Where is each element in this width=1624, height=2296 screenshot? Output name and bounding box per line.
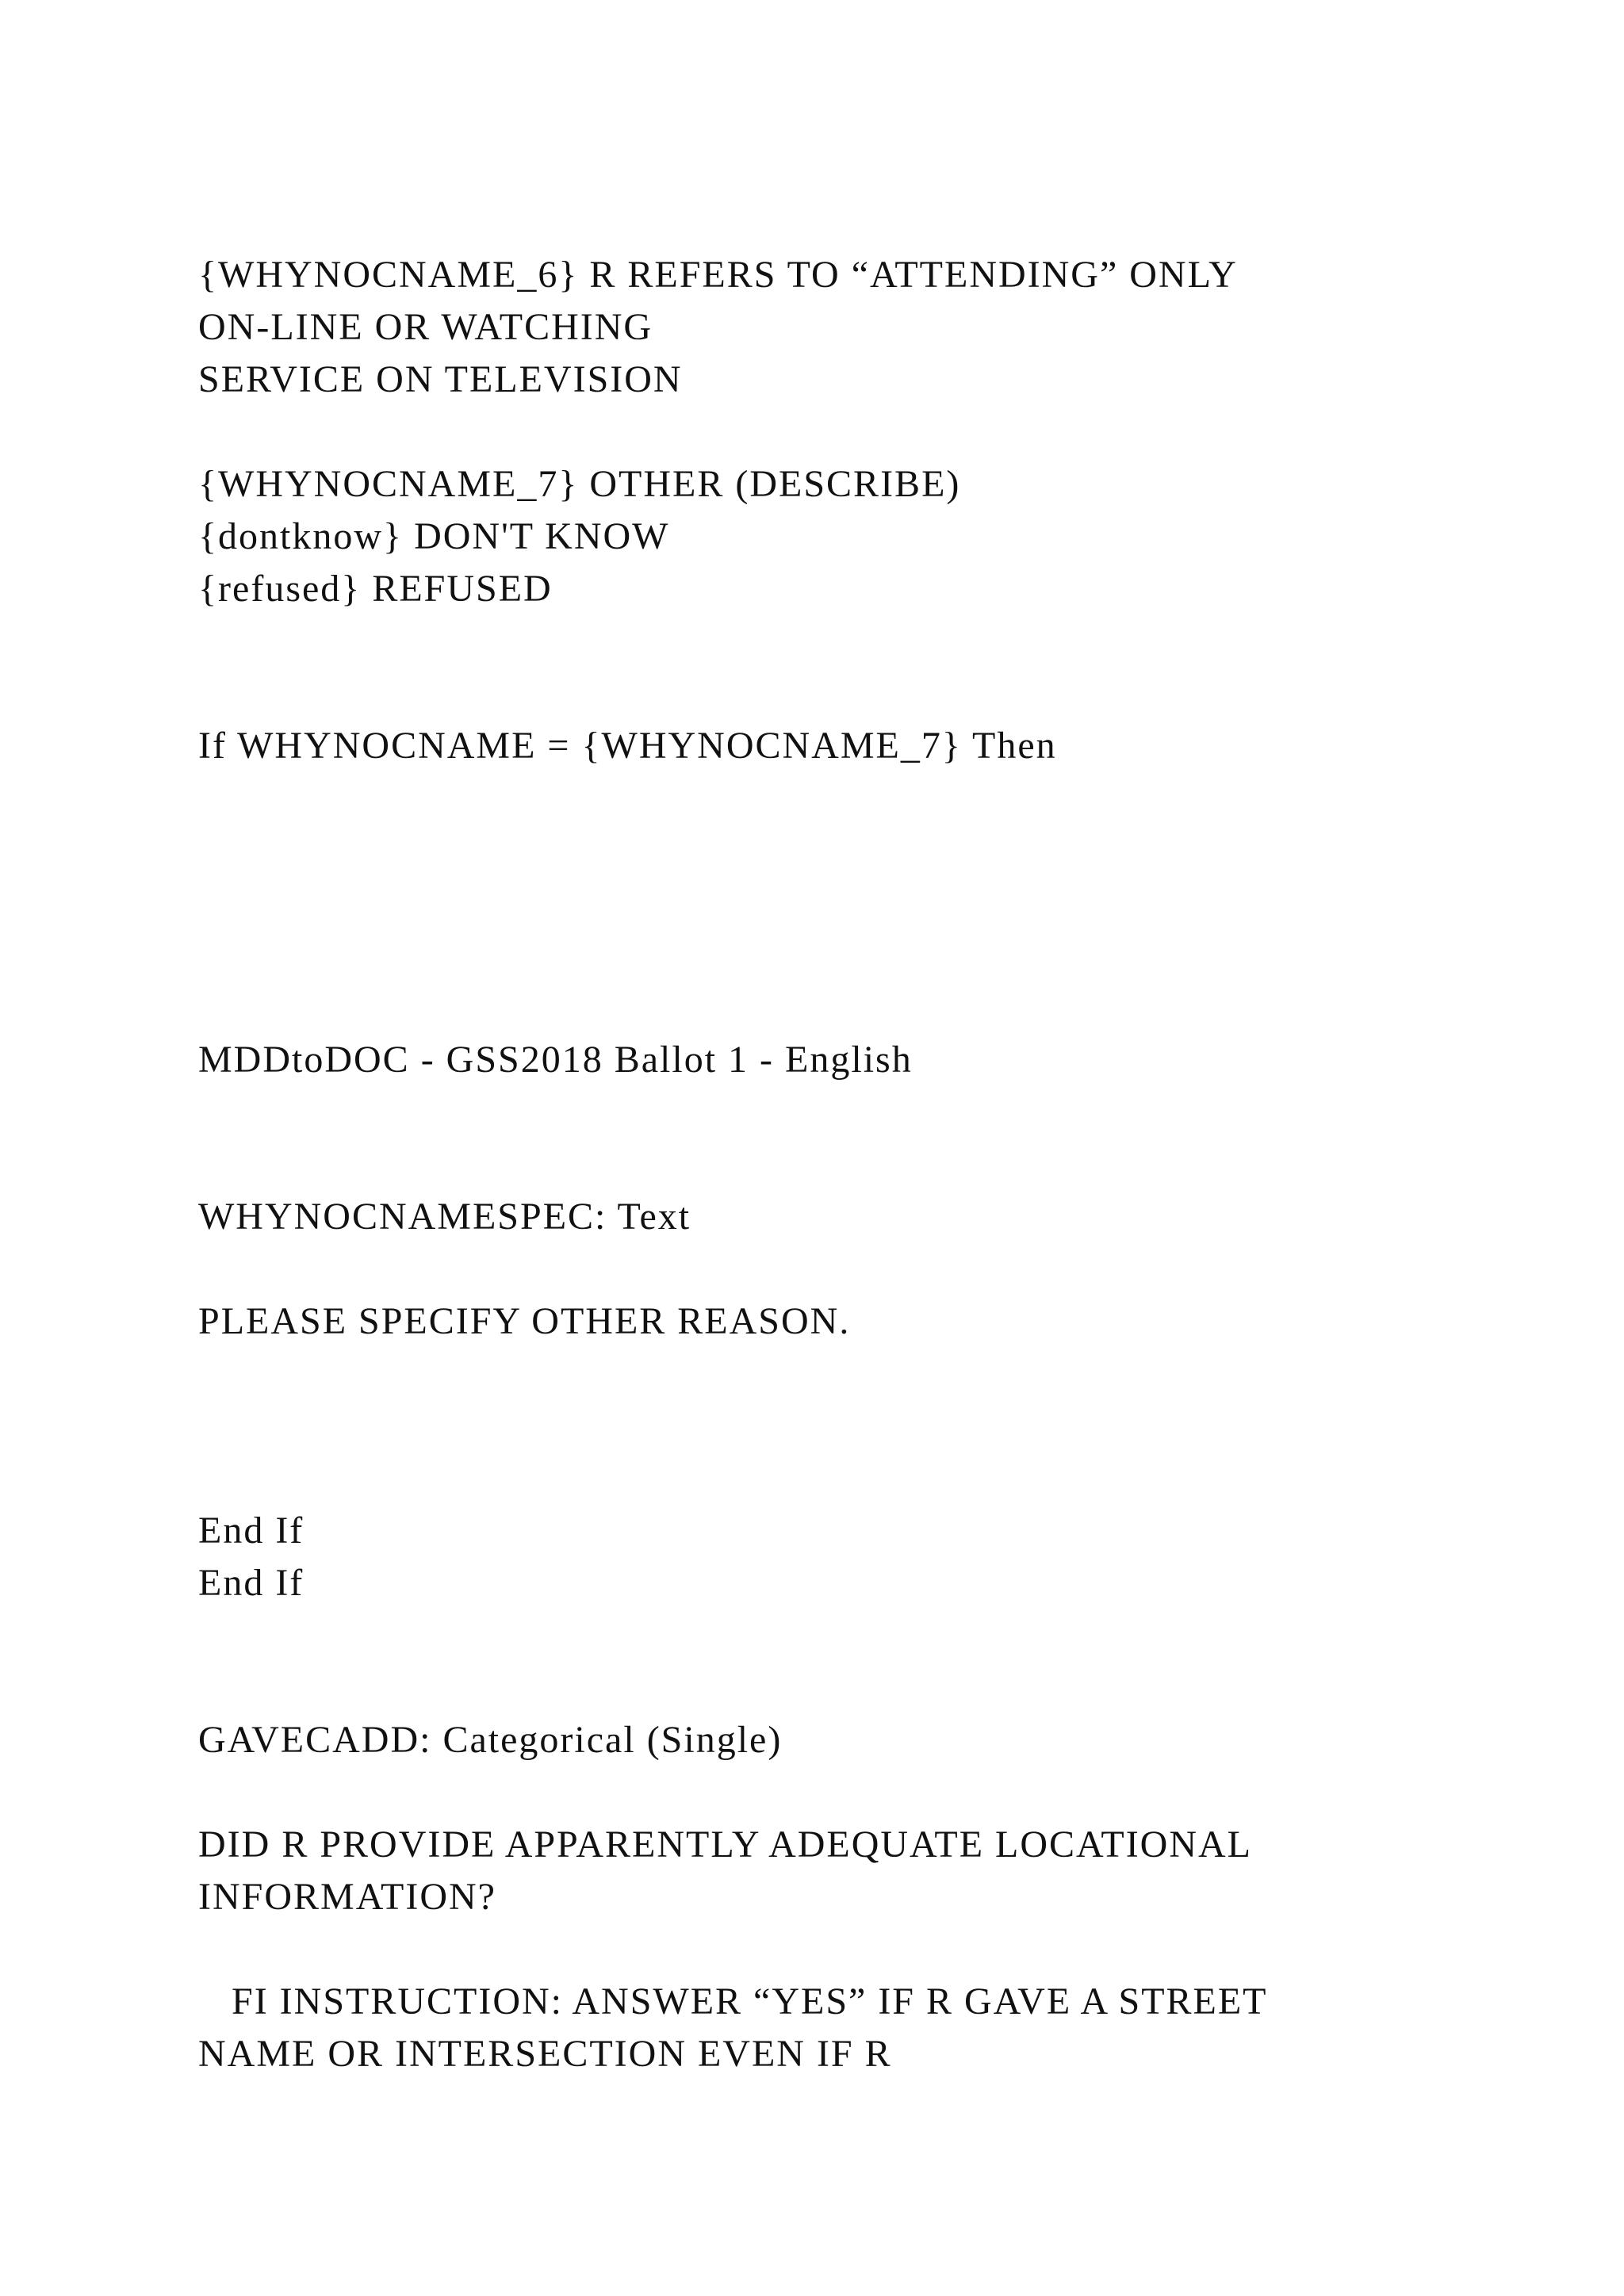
question-name-gavecadd: GAVECADD: Categorical (Single): [198, 1719, 783, 1761]
fi-instruction: FI INSTRUCTION: ANSWER “YES” IF R GAVE A STREET: [198, 1980, 1268, 2022]
response-option-dontknow: {dontknow} DON'T KNOW: [198, 515, 670, 557]
response-option-continuation: SERVICE ON TELEVISION: [198, 358, 683, 400]
question-name-whynocnamespec: WHYNOCNAMESPEC: Text: [198, 1196, 691, 1238]
response-option-refused: {refused} REFUSED: [198, 568, 553, 610]
question-text: DID R PROVIDE APPARENTLY ADEQUATE LOCATIONAL: [198, 1823, 1252, 1866]
page-header: MDDtoDOC - GSS2018 Ballot 1 - English: [198, 1039, 913, 1081]
response-option-whynocname-6: {WHYNOCNAME_6} R REFERS TO “ATTENDING” ONLY: [198, 254, 1238, 296]
end-if-statement: End If: [198, 1562, 304, 1604]
fi-instruction-continuation: NAME OR INTERSECTION EVEN IF R: [198, 2033, 892, 2075]
question-text-continuation: INFORMATION?: [198, 1876, 496, 1918]
end-if-statement: End If: [198, 1510, 304, 1552]
response-option-whynocname-7: {WHYNOCNAME_7} OTHER (DESCRIBE): [198, 463, 961, 505]
question-text: PLEASE SPECIFY OTHER REASON.: [198, 1300, 851, 1342]
condition-if-statement: If WHYNOCNAME = {WHYNOCNAME_7} Then: [198, 725, 1057, 767]
response-option-continuation: ON-LINE OR WATCHING: [198, 306, 653, 348]
